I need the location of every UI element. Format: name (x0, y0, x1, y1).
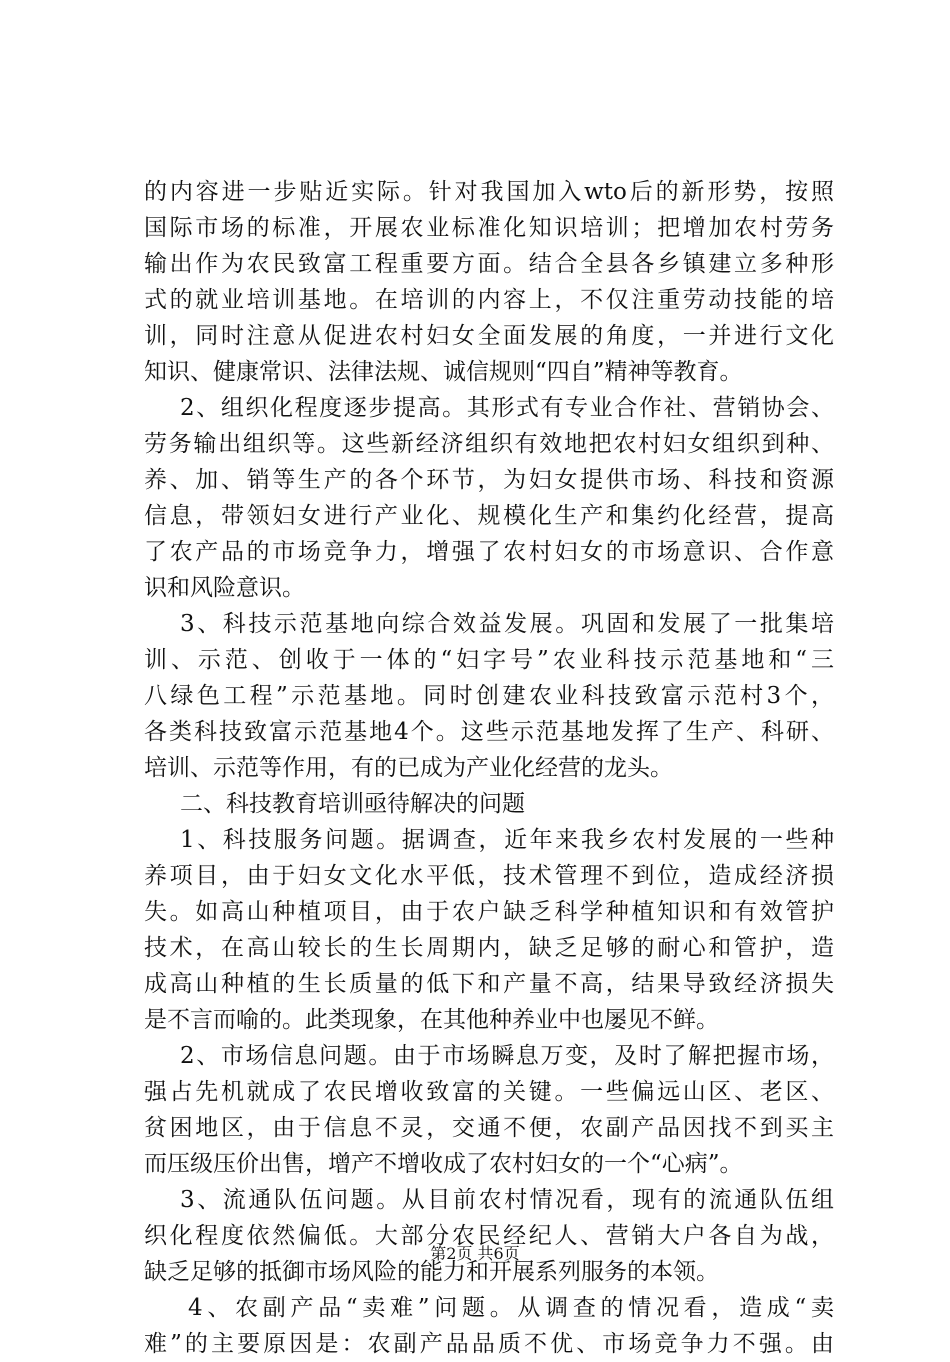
text-line: 织化程度依然偏低。大部分农民经纪人、营销大户各自为战， (144, 1223, 834, 1249)
text-line: 八绿色工程”示范基地。同时创建农业科技致富示范村3个， (144, 683, 834, 709)
text-line: 式的就业培训基地。在培训的内容上，不仅注重劳动技能的培 (144, 287, 834, 313)
text-line: 训，同时注意从促进农村妇女全面发展的角度，一并进行文化 (144, 323, 834, 349)
text-line: 是不言而喻的。此类现象，在其他种养业中也屡见不鲜。 (144, 1007, 719, 1033)
text-line: 难”的主要原因是：农副产品品质不优、市场竞争力不强。由 (144, 1331, 834, 1357)
text-line: 成高山种植的生长质量的低下和产量不高，结果导致经济损失 (144, 971, 834, 997)
text-line: 了农产品的市场竞争力，增强了农村妇女的市场意识、合作意 (144, 539, 834, 565)
text-line: 识和风险意识。 (144, 575, 305, 601)
section-heading: 二、科技教育培训亟待解决的问题 (180, 791, 525, 817)
text-line: 强占先机就成了农民增收致富的关键。一些偏远山区、老区、 (144, 1079, 834, 1105)
text-line: 养、加、销等生产的各个环节，为妇女提供市场、科技和资源 (144, 467, 834, 493)
text-line: 训、示范、创收于一体的“妇字号”农业科技示范基地和“三 (144, 647, 834, 673)
text-line: 2、市场信息问题。由于市场瞬息万变，及时了解把握市场， (180, 1043, 834, 1069)
text-line: 2、组织化程度逐步提高。其形式有专业合作社、营销协会、 (180, 395, 834, 421)
text-line: 各类科技致富示范基地4个。这些示范基地发挥了生产、科研、 (144, 719, 834, 745)
text-line: 的内容进一步贴近实际。针对我国加入wto后的新形势，按照 (144, 179, 834, 205)
document-body (144, 174, 834, 1362)
text-line: 而压级压价出售，增产不增收成了农村妇女的一个“心病”。 (144, 1151, 743, 1177)
text-line: 贫困地区，由于信息不灵，交通不便，农副产品因找不到买主 (144, 1115, 834, 1141)
text-line: 缺乏足够的抵御市场风险的能力和开展系列服务的本领。 (144, 1259, 719, 1285)
text-line: 3、科技示范基地向综合效益发展。巩固和发展了一批集培 (180, 611, 834, 637)
text-line: 1、科技服务问题。据调查，近年来我乡农村发展的一些种 (180, 827, 834, 853)
text-line: 知识、健康常识、法律法规、诚信规则“四自”精神等教育。 (144, 359, 743, 385)
text-line: 养项目，由于妇女文化水平低，技术管理不到位，造成经济损 (144, 863, 834, 889)
text-line: 信息，带领妇女进行产业化、规模化生产和集约化经营，提高 (144, 503, 834, 529)
text-line: 输出作为农民致富工程重要方面。结合全县各乡镇建立多种形 (144, 251, 834, 277)
page-number: 第2页 共6页 (430, 1244, 520, 1263)
text-line: 国际市场的标准，开展农业标准化知识培训；把增加农村劳务 (144, 215, 834, 241)
text-line: 劳务输出组织等。这些新经济组织有效地把农村妇女组织到种、 (144, 431, 834, 457)
text-line: 培训、示范等作用，有的已成为产业化经营的龙头。 (144, 755, 673, 781)
text-line: 3、流通队伍问题。从目前农村情况看，现有的流通队伍组 (180, 1187, 834, 1213)
text-line: 失。如高山种植项目，由于农户缺乏科学种植知识和有效管护 (144, 899, 834, 925)
text-line: 技术，在高山较长的生长周期内，缺乏足够的耐心和管护，造 (144, 935, 834, 961)
page-footer (0, 1244, 950, 1264)
text-line: 4、农副产品“卖难”问题。从调查的情况看，造成“卖 (188, 1295, 834, 1321)
